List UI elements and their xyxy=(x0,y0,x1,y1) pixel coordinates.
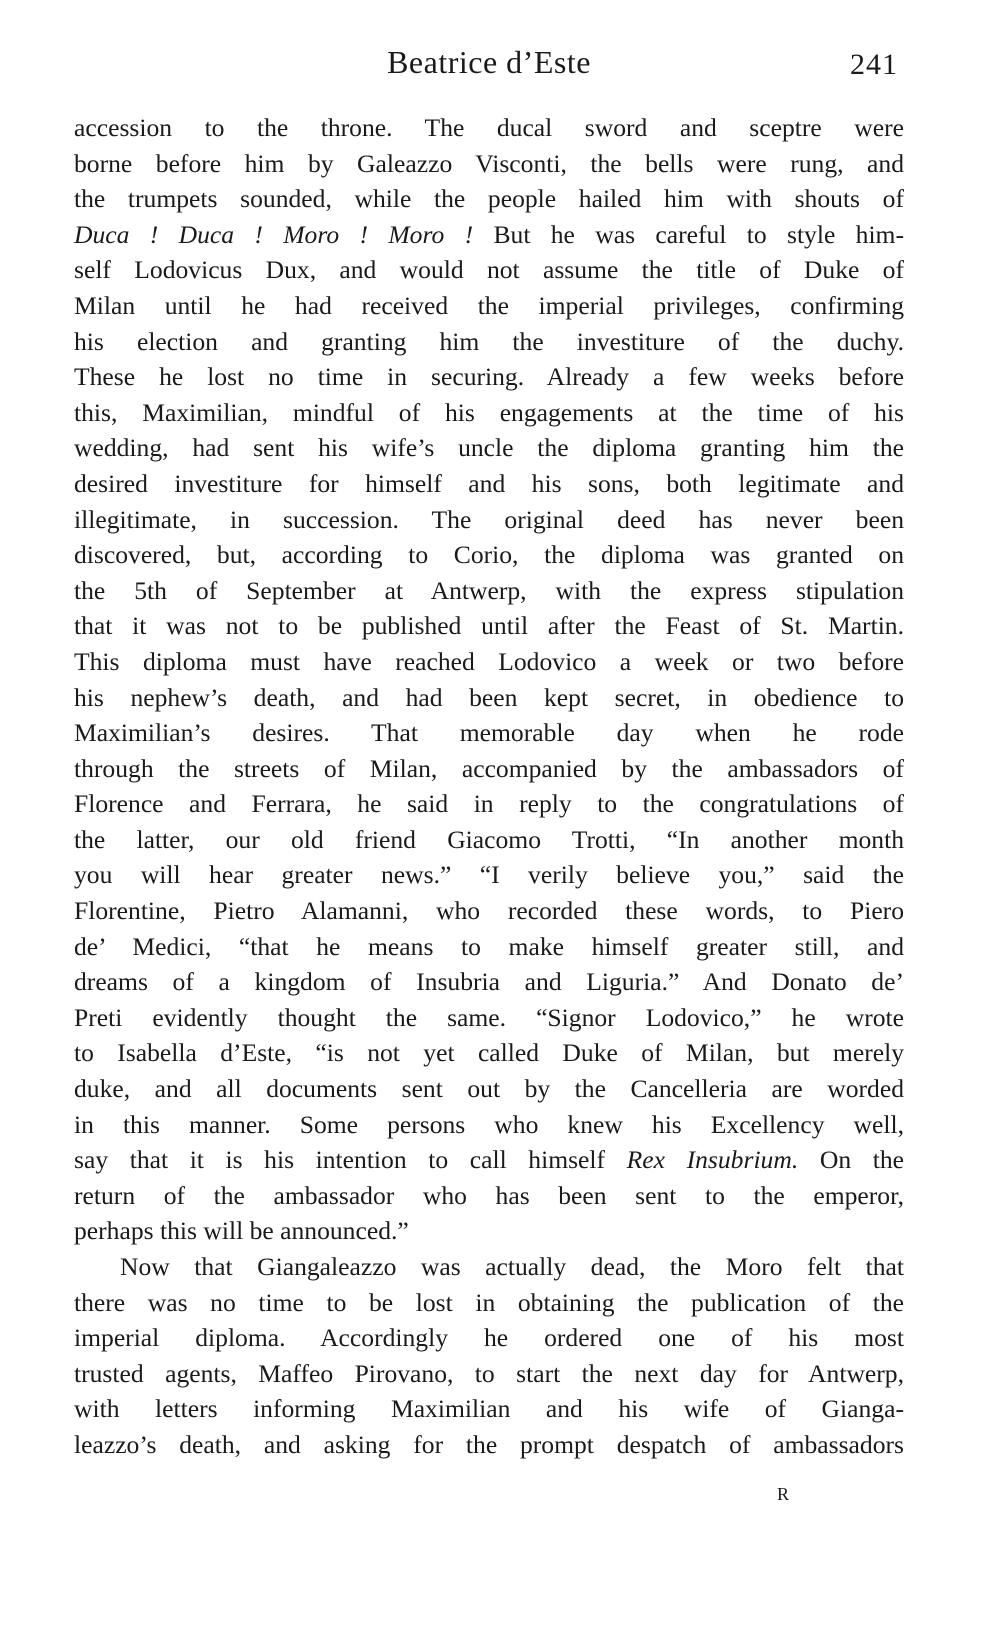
text-line: duke, and all documents sent out by the Cancelleria are worded xyxy=(74,1074,904,1104)
text-line xyxy=(74,1142,904,1178)
running-title: Beatrice d’Este xyxy=(387,44,591,80)
text-line: Florentine, Pietro Alamanni, who recorded these words, to Piero xyxy=(74,896,904,926)
text-line-paragraph-start: Now that Giangaleazzo was actually dead, the Moro felt that xyxy=(120,1252,904,1281)
text-line: imperial diploma. Accordingly he ordered one of his most xyxy=(74,1323,904,1353)
page-header xyxy=(74,36,904,88)
text-line: This diploma must have reached Lodovico a week or two before xyxy=(74,646,904,676)
text-line: accession to the throne. The ducal sword and sceptre were xyxy=(74,113,904,142)
text-line: his election and granting him the investiture of the duchy. xyxy=(74,326,904,356)
text-run: On the xyxy=(798,1145,904,1175)
text-line: this, Maximilian, mindful of his engagements at the time of his xyxy=(74,397,904,427)
text-line: Florence and Ferrara, he said in reply to the congratulations of xyxy=(74,789,904,819)
page-number: 241 xyxy=(850,48,898,81)
text-line: de’ Medici, “that he means to make himself greater still, and xyxy=(74,931,904,961)
text-line: dreams of a kingdom of Insubria and Liguria.” And Donato de’ xyxy=(74,967,904,997)
text-line: his nephew’s death, and had been kept secret, in obedience to xyxy=(74,682,904,712)
text-line: with letters informing Maximilian and his wife of Gianga- xyxy=(74,1394,904,1424)
text-line: trusted agents, Maffeo Pirovano, to start the next day for Antwerp, xyxy=(74,1358,904,1388)
text-line: the 5th of September at Antwerp, with the express stipulation xyxy=(74,575,904,605)
text-run: say that it is his intention to call himself xyxy=(74,1145,627,1175)
text-line: illegitimate, in succession. The original deed has never been xyxy=(74,504,904,534)
text-line: wedding, had sent his wife’s uncle the diploma granting him the xyxy=(74,433,904,463)
text-line: These he lost no time in securing. Already a few weeks before xyxy=(74,362,904,392)
text-line: self Lodovicus Dux, and would not assume the title of Duke of xyxy=(74,255,904,285)
italic-phrase: Duca ! Duca ! Moro ! Moro ! xyxy=(74,219,474,249)
text-line: there was no time to be lost in obtaining the publication of the xyxy=(74,1287,904,1317)
text-line: the trumpets sounded, while the people hailed him with shouts of xyxy=(74,184,904,214)
text-line: in this manner. Some persons who knew his Excellency well, xyxy=(74,1109,904,1139)
text-line: Preti evidently thought the same. “Signor Lodovico,” he wrote xyxy=(74,1002,904,1032)
text-line: return of the ambassador who has been sent to the emperor, xyxy=(74,1180,904,1210)
text-line: Maximilian’s desires. That memorable day when he rode xyxy=(74,718,904,748)
italic-phrase: Rex Insubrium. xyxy=(626,1145,799,1175)
text-line: borne before him by Galeazzo Visconti, the bells were rung, and xyxy=(74,148,904,178)
text-line-paragraph-end: perhaps this will be announced.” xyxy=(74,1216,409,1246)
text-line xyxy=(74,217,904,253)
text-line: Milan until he had received the imperial privileges, confirming xyxy=(74,290,904,320)
text-line: that it was not to be published until after the Feast of St. Martin. xyxy=(74,611,904,641)
text-line: leazzo’s death, and asking for the prompt despatch of ambassadors xyxy=(74,1429,904,1459)
text-line: desired investiture for himself and his sons, both legitimate and xyxy=(74,468,904,498)
text-line: to Isabella d’Este, “is not yet called Duke of Milan, but merely xyxy=(74,1038,904,1068)
signature-mark: R xyxy=(777,1484,791,1504)
text-run: But he was careful to style him- xyxy=(473,219,904,249)
text-line: discovered, but, according to Corio, the diploma was granted on xyxy=(74,540,904,570)
text-line: the latter, our old friend Giacomo Trotti, “In another month xyxy=(74,824,904,854)
body-text xyxy=(74,110,904,1463)
text-line: you will hear greater news.” “I verily believe you,” said the xyxy=(74,860,904,890)
text-line: through the streets of Milan, accompanied by the ambassadors of xyxy=(74,753,904,783)
